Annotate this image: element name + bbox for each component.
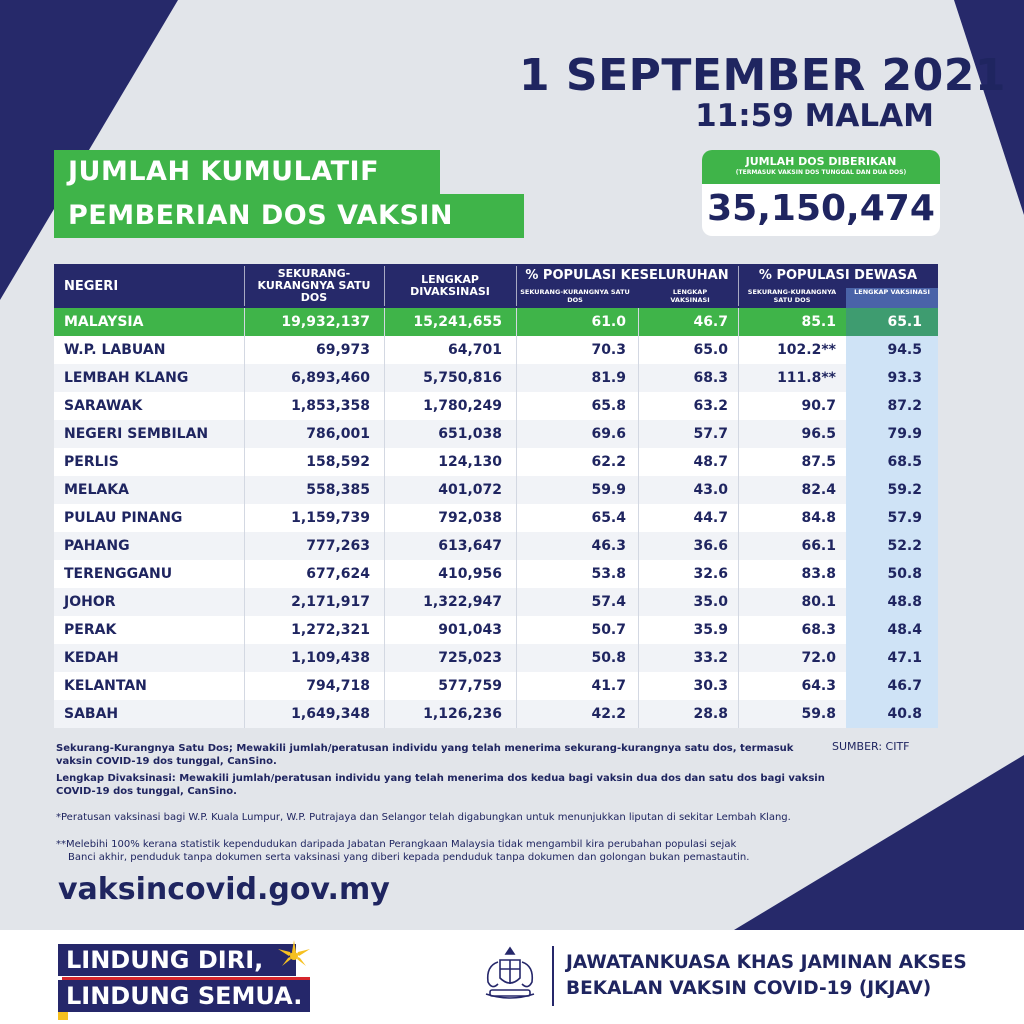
table-header <box>54 264 938 308</box>
note-over-100-line1: **Melebihi 100% kerana statistik kependudukan daripada Jabatan Perangkaan Malaysia tidak mengambil kira perubahan populasi sejak <box>56 839 737 850</box>
cell-adult-first-pct: 59.8 <box>801 706 836 722</box>
cell-adult-complete-pct: 94.5 <box>846 336 938 364</box>
table-row <box>54 560 938 588</box>
cell-first-dose-count: 677,624 <box>306 566 370 582</box>
cell-adult-complete-pct: 65.1 <box>846 308 938 336</box>
cell-total-first-pct: 57.4 <box>591 594 626 610</box>
cell-complete-count: 577,759 <box>438 678 502 694</box>
table-row <box>54 476 938 504</box>
table-row <box>54 532 938 560</box>
note-lembah-klang: *Peratusan vaksinasi bagi W.P. Kuala Lumpur, W.P. Putrajaya dan Selangor telah digabungkan untuk menunjukkan liputan di sekitar Lembah Klang. <box>56 812 791 823</box>
cell-state-name: PULAU PINANG <box>64 510 183 526</box>
cell-state-name: SABAH <box>64 706 119 722</box>
cell-first-dose-count: 19,932,137 <box>281 314 370 330</box>
organization-name-line1: JAWATANKUASA KHAS JAMINAN AKSES <box>566 952 967 973</box>
note-first-dose-line2: vaksin COVID-19 dos tunggal, CanSino. <box>56 756 277 767</box>
cell-total-complete-pct: 46.7 <box>693 314 728 330</box>
cell-adult-first-pct: 80.1 <box>801 594 836 610</box>
cell-total-first-pct: 50.7 <box>591 622 626 638</box>
cell-state-name: TERENGGANU <box>64 566 173 582</box>
cell-first-dose-count: 1,159,739 <box>291 510 370 526</box>
cell-adult-first-pct: 85.1 <box>801 314 836 330</box>
header-sub-complete-adult: LENGKAP VAKSINASI <box>854 288 930 296</box>
cell-total-first-pct: 62.2 <box>591 454 626 470</box>
table-row <box>54 616 938 644</box>
cell-complete-count: 410,956 <box>438 566 502 582</box>
cell-first-dose-count: 1,649,348 <box>291 706 370 722</box>
total-doses-note: (TERMASUK VAKSIN DOS TUNGGAL DAN DUA DOS) <box>735 169 907 176</box>
cell-state-name: KELANTAN <box>64 678 147 694</box>
cell-total-complete-pct: 33.2 <box>693 650 728 666</box>
header-state: NEGERI <box>64 278 119 294</box>
cell-state-name: W.P. LABUAN <box>64 342 166 358</box>
cell-state-name: PERLIS <box>64 454 119 470</box>
cell-total-first-pct: 46.3 <box>591 538 626 554</box>
cell-total-complete-pct: 57.7 <box>693 426 728 442</box>
cell-adult-complete-pct: 50.8 <box>846 560 938 588</box>
table-row <box>54 448 938 476</box>
table-row <box>54 588 938 616</box>
cell-total-first-pct: 42.2 <box>591 706 626 722</box>
cell-state-name: MALAYSIA <box>64 314 144 330</box>
cell-adult-complete-pct: 68.5 <box>846 448 938 476</box>
cell-adult-first-pct: 72.0 <box>801 650 836 666</box>
source-label: SUMBER: CITF <box>832 740 910 753</box>
cell-adult-first-pct: 87.5 <box>801 454 836 470</box>
note-over-100-line2: Banci akhir, penduduk tanpa dokumen serta vaksinasi yang diberi kepada penduduk tanpa dokumen dan golongan bukan pemastautin. <box>68 852 750 863</box>
corner-triangle-top-right <box>954 0 1024 215</box>
cell-total-complete-pct: 65.0 <box>693 342 728 358</box>
cell-total-first-pct: 50.8 <box>591 650 626 666</box>
table-row <box>54 392 938 420</box>
cell-first-dose-count: 777,263 <box>306 538 370 554</box>
cell-adult-complete-pct: 47.1 <box>846 644 938 672</box>
total-doses-value: 35,150,474 <box>707 188 935 229</box>
cell-total-first-pct: 41.7 <box>591 678 626 694</box>
cell-adult-complete-pct: 52.2 <box>846 532 938 560</box>
cell-total-complete-pct: 48.7 <box>693 454 728 470</box>
cell-first-dose-count: 558,385 <box>306 482 370 498</box>
cell-complete-count: 725,023 <box>438 650 502 666</box>
table-row <box>54 700 938 728</box>
note-first-dose-line1: Sekurang-Kurangnya Satu Dos; Mewakili jumlah/peratusan individu yang telah menerima sekurang-kurangnya satu dos, termasuk <box>56 743 794 754</box>
page-title-line1: JUMLAH KUMULATIF <box>54 150 440 194</box>
table-row <box>54 644 938 672</box>
cell-adult-first-pct: 83.8 <box>801 566 836 582</box>
website-url[interactable]: vaksincovid.gov.my <box>58 872 390 907</box>
cell-total-complete-pct: 44.7 <box>693 510 728 526</box>
cell-complete-count: 1,322,947 <box>423 594 502 610</box>
cell-adult-complete-pct: 87.2 <box>846 392 938 420</box>
report-date: 1 SEPTEMBER 2021 <box>518 50 1006 101</box>
table-body <box>54 308 938 728</box>
cell-adult-complete-pct: 93.3 <box>846 364 938 392</box>
cell-adult-first-pct: 102.2** <box>777 342 836 358</box>
cell-adult-complete-pct: 40.8 <box>846 700 938 728</box>
cell-first-dose-count: 1,109,438 <box>291 650 370 666</box>
cell-total-first-pct: 69.6 <box>591 426 626 442</box>
cell-complete-count: 64,701 <box>447 342 502 358</box>
cell-complete-count: 401,072 <box>438 482 502 498</box>
cell-first-dose-count: 2,171,917 <box>291 594 370 610</box>
note-complete-line2: COVID-19 dos tunggal, CanSino. <box>56 786 237 797</box>
cell-total-complete-pct: 63.2 <box>693 398 728 414</box>
cell-total-complete-pct: 35.9 <box>693 622 728 638</box>
cell-adult-complete-pct: 48.4 <box>846 616 938 644</box>
cell-adult-complete-pct: 57.9 <box>846 504 938 532</box>
cell-adult-first-pct: 90.7 <box>801 398 836 414</box>
report-time: 11:59 MALAM <box>695 98 934 134</box>
cell-total-first-pct: 70.3 <box>591 342 626 358</box>
cell-complete-count: 5,750,816 <box>423 370 502 386</box>
cell-adult-first-pct: 64.3 <box>801 678 836 694</box>
cell-complete-count: 901,043 <box>438 622 502 638</box>
table-row <box>54 420 938 448</box>
cell-first-dose-count: 794,718 <box>306 678 370 694</box>
note-complete-line1: Lengkap Divaksinasi: Mewakili jumlah/peratusan individu yang telah menerima dos kedua bagi vaksin dua dos dan satu dos bagi vaksin <box>56 773 825 784</box>
header-complete: LENGKAP DIVAKSINASI <box>410 273 490 298</box>
cell-state-name: PAHANG <box>64 538 130 554</box>
cell-adult-first-pct: 82.4 <box>801 482 836 498</box>
total-doses-header <box>702 150 940 184</box>
organization-name-line2: BEKALAN VAKSIN COVID-19 (JKJAV) <box>566 978 932 999</box>
cell-total-complete-pct: 35.0 <box>693 594 728 610</box>
vaccination-table <box>54 264 938 728</box>
cell-total-first-pct: 53.8 <box>591 566 626 582</box>
cell-complete-count: 1,780,249 <box>423 398 502 414</box>
cell-total-first-pct: 61.0 <box>591 314 626 330</box>
cell-total-complete-pct: 28.8 <box>693 706 728 722</box>
slogan-stripe-yellow <box>58 1012 68 1020</box>
cell-state-name: KEDAH <box>64 650 119 666</box>
cell-complete-count: 613,647 <box>438 538 502 554</box>
cell-total-complete-pct: 32.6 <box>693 566 728 582</box>
coat-of-arms-icon <box>476 944 544 1006</box>
footer <box>0 930 1024 1024</box>
cell-adult-first-pct: 66.1 <box>801 538 836 554</box>
cell-first-dose-count: 158,592 <box>306 454 370 470</box>
cell-total-complete-pct: 43.0 <box>693 482 728 498</box>
table-row <box>54 672 938 700</box>
header-group-total: % POPULASI KESELURUHAN <box>525 268 729 283</box>
cell-state-name: NEGERI SEMBILAN <box>64 426 209 442</box>
cell-first-dose-count: 69,973 <box>315 342 370 358</box>
cell-total-first-pct: 59.9 <box>591 482 626 498</box>
cell-first-dose-count: 6,893,460 <box>291 370 370 386</box>
table-row <box>54 504 938 532</box>
cell-total-first-pct: 65.8 <box>591 398 626 414</box>
cell-adult-complete-pct: 48.8 <box>846 588 938 616</box>
cell-state-name: PERAK <box>64 622 117 638</box>
cell-adult-complete-pct: 79.9 <box>846 420 938 448</box>
cell-total-complete-pct: 36.6 <box>693 538 728 554</box>
cell-complete-count: 15,241,655 <box>413 314 502 330</box>
header-group-adult: % POPULASI DEWASA <box>758 268 918 283</box>
cell-state-name: LEMBAH KLANG <box>64 370 189 386</box>
page-title-line2: PEMBERIAN DOS VAKSIN <box>54 194 524 238</box>
cell-adult-complete-pct: 59.2 <box>846 476 938 504</box>
cell-state-name: SARAWAK <box>64 398 143 414</box>
cell-adult-first-pct: 111.8** <box>777 370 836 386</box>
cell-total-complete-pct: 30.3 <box>693 678 728 694</box>
cell-complete-count: 124,130 <box>438 454 502 470</box>
cell-complete-count: 792,038 <box>438 510 502 526</box>
cell-total-first-pct: 81.9 <box>591 370 626 386</box>
cell-first-dose-count: 786,001 <box>306 426 370 442</box>
cell-first-dose-count: 1,853,358 <box>291 398 370 414</box>
cell-total-complete-pct: 68.3 <box>693 370 728 386</box>
table-row <box>54 364 938 392</box>
footer-divider <box>552 946 554 1006</box>
cell-complete-count: 651,038 <box>438 426 502 442</box>
sun-icon <box>276 940 312 974</box>
cell-total-first-pct: 65.4 <box>591 510 626 526</box>
cell-state-name: MELAKA <box>64 482 129 498</box>
slogan-line2: LINDUNG SEMUA. <box>58 980 310 1012</box>
cell-adult-first-pct: 96.5 <box>801 426 836 442</box>
cell-complete-count: 1,126,236 <box>423 706 502 722</box>
header-sub-complete-total: LENGKAP VAKSINASI <box>670 288 710 304</box>
cell-state-name: JOHOR <box>64 594 116 610</box>
total-doses-card <box>702 150 940 236</box>
cell-adult-first-pct: 68.3 <box>801 622 836 638</box>
header-sub-first-total: SEKURANG-KURANGNYA SATU DOS <box>520 288 630 304</box>
cell-adult-complete-pct: 46.7 <box>846 672 938 700</box>
header-first-dose: SEKURANG-KURANGNYA SATU DOS <box>257 267 371 304</box>
table-row-total <box>54 308 938 336</box>
header-sub-first-adult: SEKURANG-KURANGNYA SATU DOS <box>747 288 837 304</box>
slogan-line1: LINDUNG DIRI, <box>58 944 296 976</box>
total-doses-label: JUMLAH DOS DIBERIKAN <box>745 155 897 168</box>
cell-first-dose-count: 1,272,321 <box>291 622 370 638</box>
cell-adult-first-pct: 84.8 <box>801 510 836 526</box>
table-row <box>54 336 938 364</box>
